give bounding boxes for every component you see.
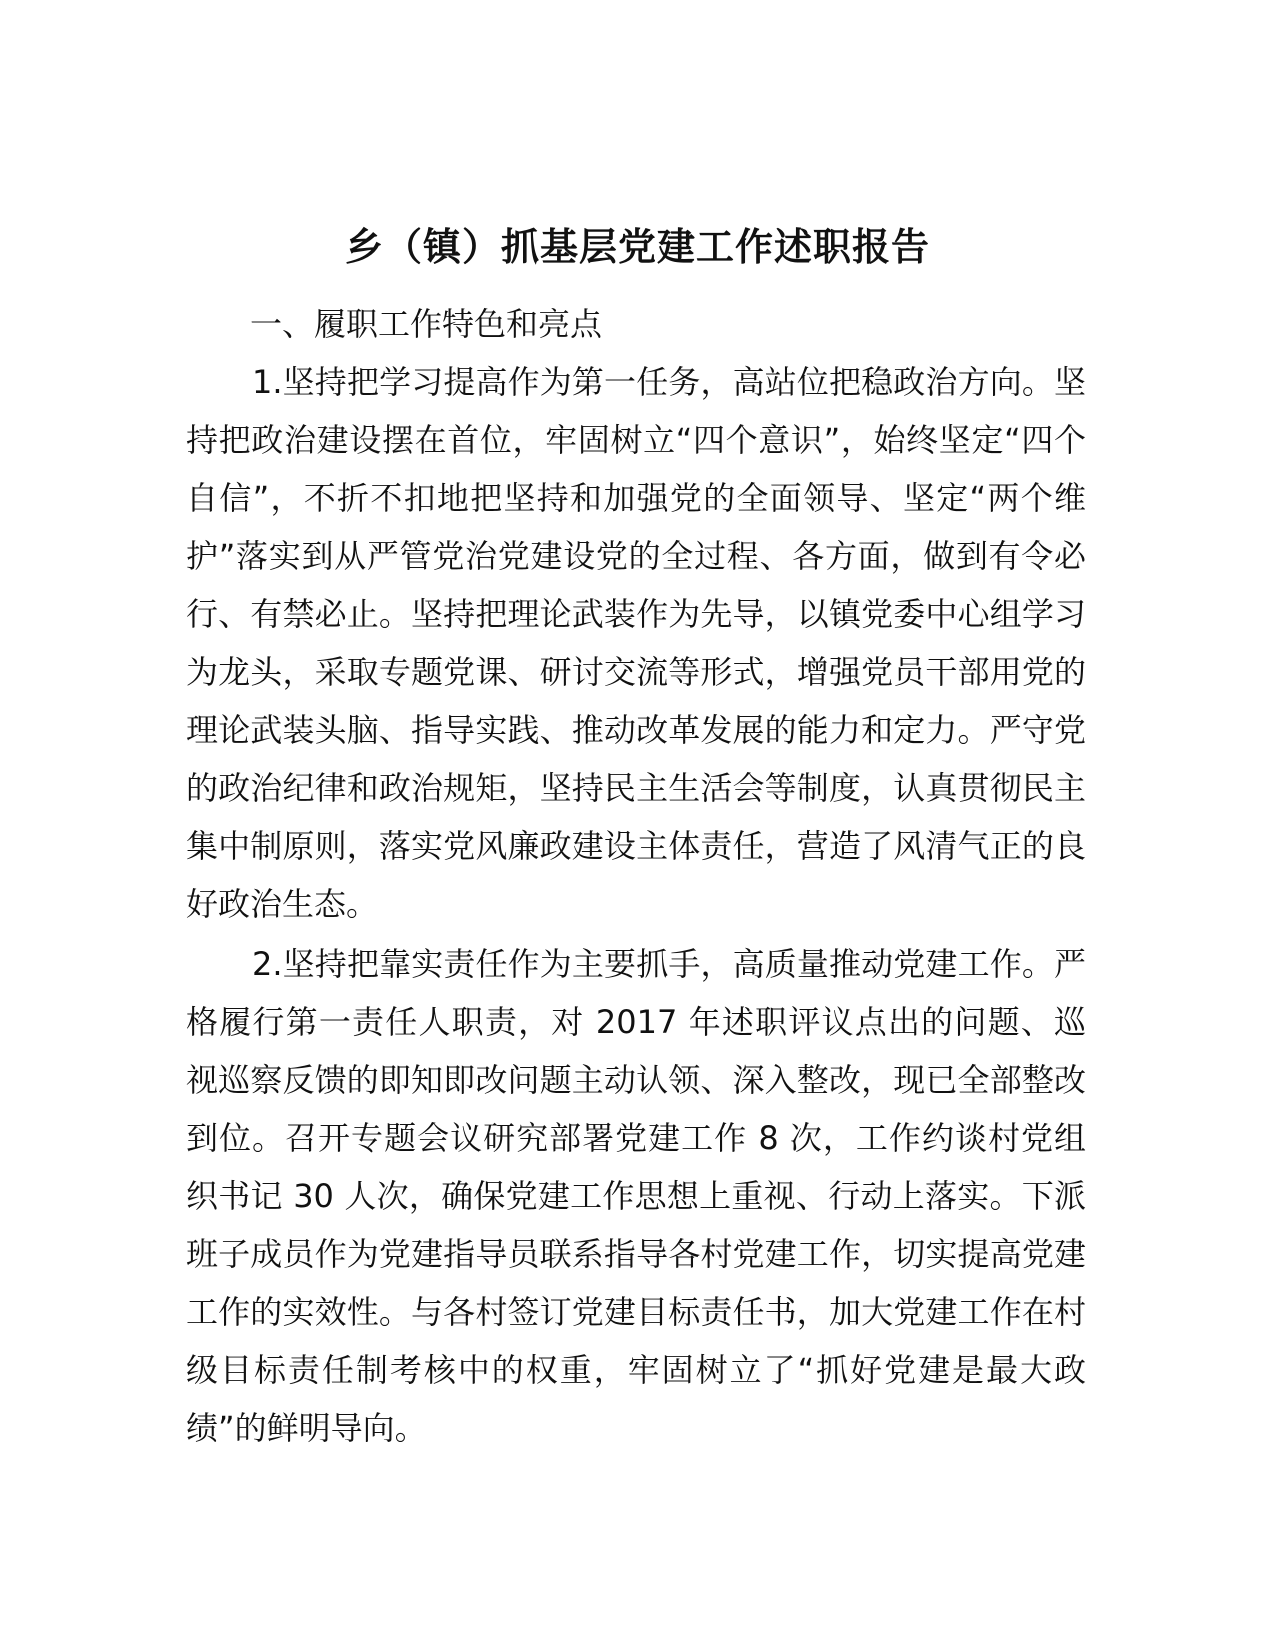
section-heading: 一、履职工作特色和亮点 bbox=[250, 305, 603, 343]
paragraph-1: 1.坚持把学习提高作为第一任务，高站位把稳政治方向。坚持把政治建设摆在首位，牢固树立“四个意识”，始终坚定“四个自信”，不折不扣地把坚持和加强党的全面领导、坚定“两个维护”落实到从严管党治党建设党的全过程、各方面，做到有令必行、有禁必止。坚持把理论武装作为先导，以镇党委中心组学习为龙头，采取专题党课、研讨交流等形式，增强党员干部用党的理论武装头脑、指导实践、推动改革发展的能力和定力。严守党的政治纪律和政治规矩，坚持民主生活会等制度，认真贯彻民主集中制原则，落实党风廉政建设主体责任，营造了风清气正的良好政治生态。 bbox=[186, 363, 1086, 923]
document-body bbox=[186, 295, 1086, 1457]
document-title: 乡（镇）抓基层党建工作述职报告 bbox=[344, 225, 930, 269]
paragraph-2: 2.坚持把靠实责任作为主要抓手，高质量推动党建工作。严格履行第一责任人职责，对 2017 年述职评议点出的问题、巡视巡察反馈的即知即改问题主动认领、深入整改，现已全部整改到位。召开专题会议研究部署党建工作 8 次，工作约谈村党组织书记 30 人次，确保党建工作思想上重视、行动上落实。下派班子成员作为党建指导员联系指导各村党建工作，切实提高党建工作的实效性。与各村签订党建目标责任书，加大党建工作在村级目标责任制考核中的权重，牢固树立了“抓好党建是最大政绩”的鲜明导向。 bbox=[186, 945, 1086, 1447]
